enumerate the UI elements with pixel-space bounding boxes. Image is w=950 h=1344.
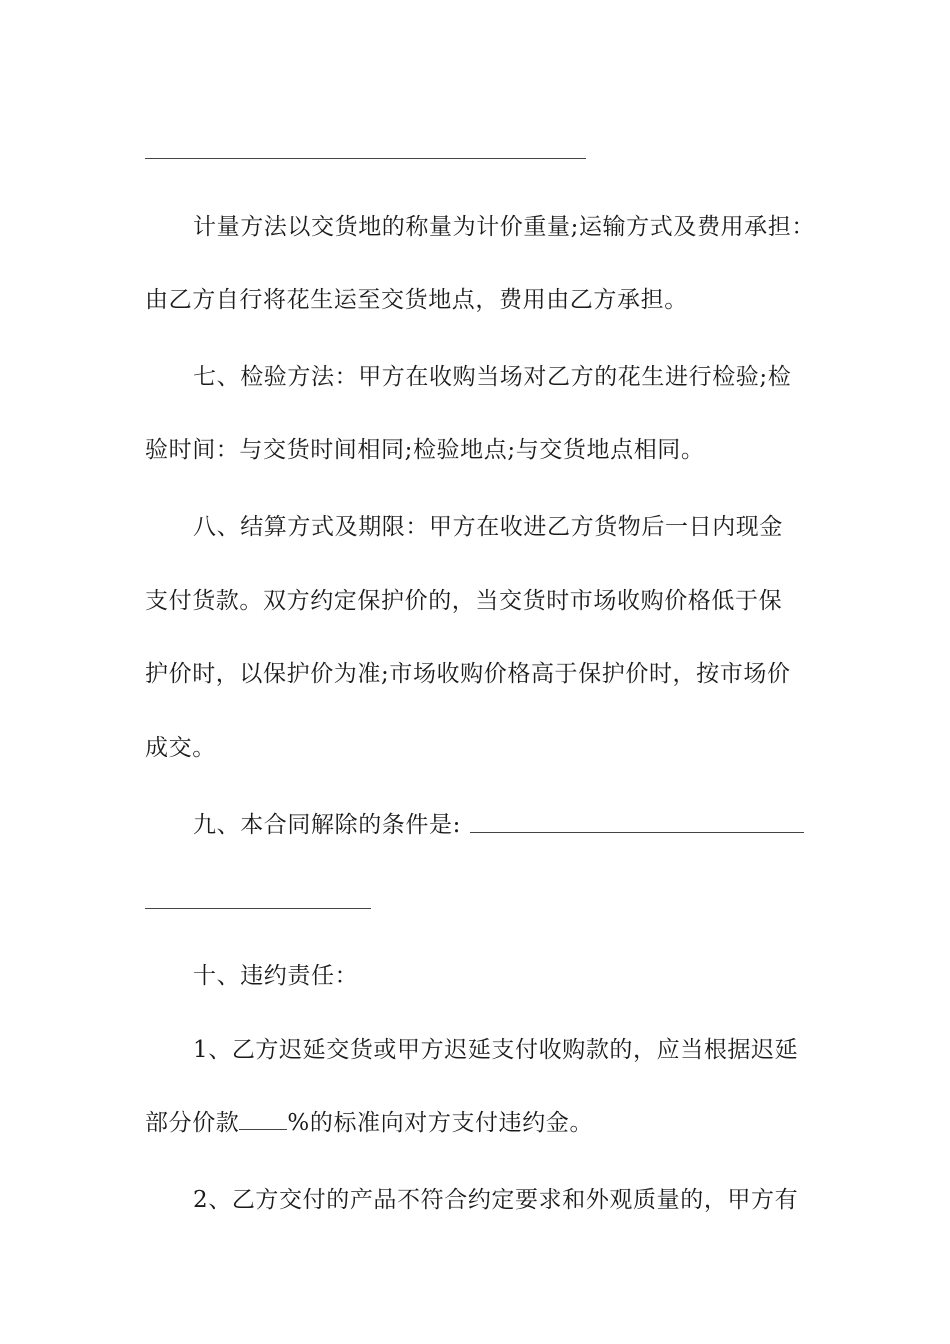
clause-2-line: 2、乙方交付的产品不符合约定要求和外观质量的，甲方有	[193, 1187, 799, 1213]
paragraph-line: 成交。	[145, 735, 216, 761]
section-9-heading-line: 九、本合同解除的条件是:	[193, 812, 461, 838]
section-10-heading-line: 十、违约责任：	[193, 963, 359, 989]
paragraph-line: 支付货款。双方约定保护价的，当交货时市场收购价格低于保	[145, 588, 783, 614]
termination-conditions-blank	[470, 832, 804, 833]
paragraph-line: 验时间：与交货时间相同;检验地点;与交货地点相同。	[145, 437, 705, 463]
paragraph-text: 部分价款	[145, 1110, 240, 1136]
paragraph-text: %的标准向对方支付违约金。	[287, 1110, 594, 1136]
clause-1-continuation	[145, 1108, 593, 1138]
termination-conditions-blank-continued	[145, 908, 371, 909]
penalty-percent-blank	[239, 1128, 287, 1130]
section-7-heading-line: 七、检验方法：甲方在收购当场对乙方的花生进行检验;检	[193, 364, 792, 390]
paragraph-line: 护价时，以保护价为准;市场收购价格高于保护价时，按市场价	[145, 661, 791, 687]
clause-1-line: 1、乙方迟延交货或甲方迟延支付收购款的，应当根据迟延	[193, 1037, 799, 1063]
paragraph-line: 计量方法以交货地的称量为计价重量;运输方式及费用承担：	[193, 214, 815, 240]
paragraph-line: 由乙方自行将花生运至交货地点，费用由乙方承担。	[145, 287, 688, 313]
section-8-heading-line: 八、结算方式及期限：甲方在收进乙方货物后一日内现金	[193, 514, 783, 540]
top-blank-line	[145, 158, 586, 159]
